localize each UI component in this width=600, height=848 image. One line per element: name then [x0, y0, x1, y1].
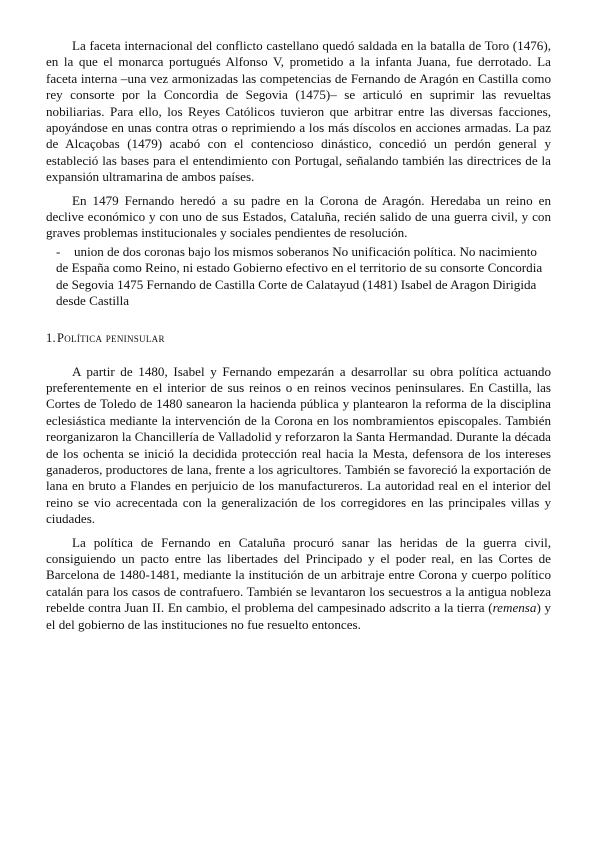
paragraph-1479: En 1479 Fernando heredó a su padre en la Corona de Aragón. Heredaba un reino en declive económico y con uno de sus Estados, Cataluña, recién salido de una guerra civil, y con graves problemas institucionales y sociales pendientes de resolución.: [46, 192, 551, 241]
paragraph-toro: La faceta internacional del conflicto castellano quedó saldada en la batalla de Toro (1476), en la que el monarca portugués Alfonso V, prometido a la infanta Juana, fue derrotado. La faceta interna –una vez armonizadas las competencias de Fernando de Aragón en Castilla como rey consorte por la Concordia de Segovia (1475)– se articuló en suprimir las revueltas nobiliarias. Para ello, los Reyes Católicos tuvieron que arbitrar entre las diversas facciones, apoyándose en unas contra otras o reprimiendo a los más díscolos en acciones armadas. La paz de Alcaçobas (1479) acabó con el contencioso dinástico, concedió un perdón general y estableció las bases para el entendimiento con Portugal, señalando también las directrices de la expansión ultramarina de ambos países.: [46, 38, 551, 185]
paragraph-text-a: La política de Fernando en Cataluña procuró sanar las heridas de la guerra civil, consiguiendo un pacto entre las libertades del Principado y el poder real, en las Cortes de Barcelona de 1480-1481, mediante la institución de un arbitraje entre Corona y cuerpo político catalán para los casos de contrafuero. También se levantaron los secuestros a la antigua nobleza rebelde contra Juan II. En cambio, el problema del campesinado adscrito a la tierra (: [46, 534, 551, 616]
document-page: [46, 38, 551, 633]
paragraph-text-b: ) y el del gobierno de las instituciones no fue resuelto entonces.: [46, 600, 552, 632]
paragraph-cataluna: [46, 535, 551, 633]
note-list: [46, 244, 551, 310]
section-title: Política peninsular: [56, 330, 165, 345]
section-number: 1.: [46, 330, 56, 345]
remensa-term: remensa: [492, 600, 537, 616]
section-heading: [46, 331, 551, 346]
dash-bullet: -: [56, 243, 61, 259]
paragraph-1480: A partir de 1480, Isabel y Fernando empezarán a desarrollar su obra política actuando preferentemente en el interior de sus reinos o en reinos vecinos peninsulares. En Castilla, las Cortes de Toledo de 1480 sanearon la hacienda pública y plantearon la reforma de la disciplina eclesiástica mediante la intervención de la Corona en los nombramientos episcopales. También reorganizaron la Chancillería de Valladolid y reforzaron la Santa Hermandad. Durante la década de los ochenta se inició la decidida protección real hacia la Mesta, defensora de los intereses ganaderos, productores de lana, frente a los agricultores. También se favoreció la exportación de lana en bruto a Flandes en perjuicio de los manufactureros. La autoridad real en el interior del reino se vio acrecentada con la generalización de los corregidores en las principales villas y ciudades.: [46, 363, 551, 527]
list-item: [46, 244, 551, 310]
note-text: union de dos coronas bajo los mismos soberanos No unificación política. No nacimiento de España como Reino, ni estado Gobierno efectivo en el territorio de su consorte Concordia de Segovia 1475 Fernando de Castilla Corte de Calatayud (1481) Isabel de Aragon Dirigida desde Castilla: [56, 243, 543, 309]
